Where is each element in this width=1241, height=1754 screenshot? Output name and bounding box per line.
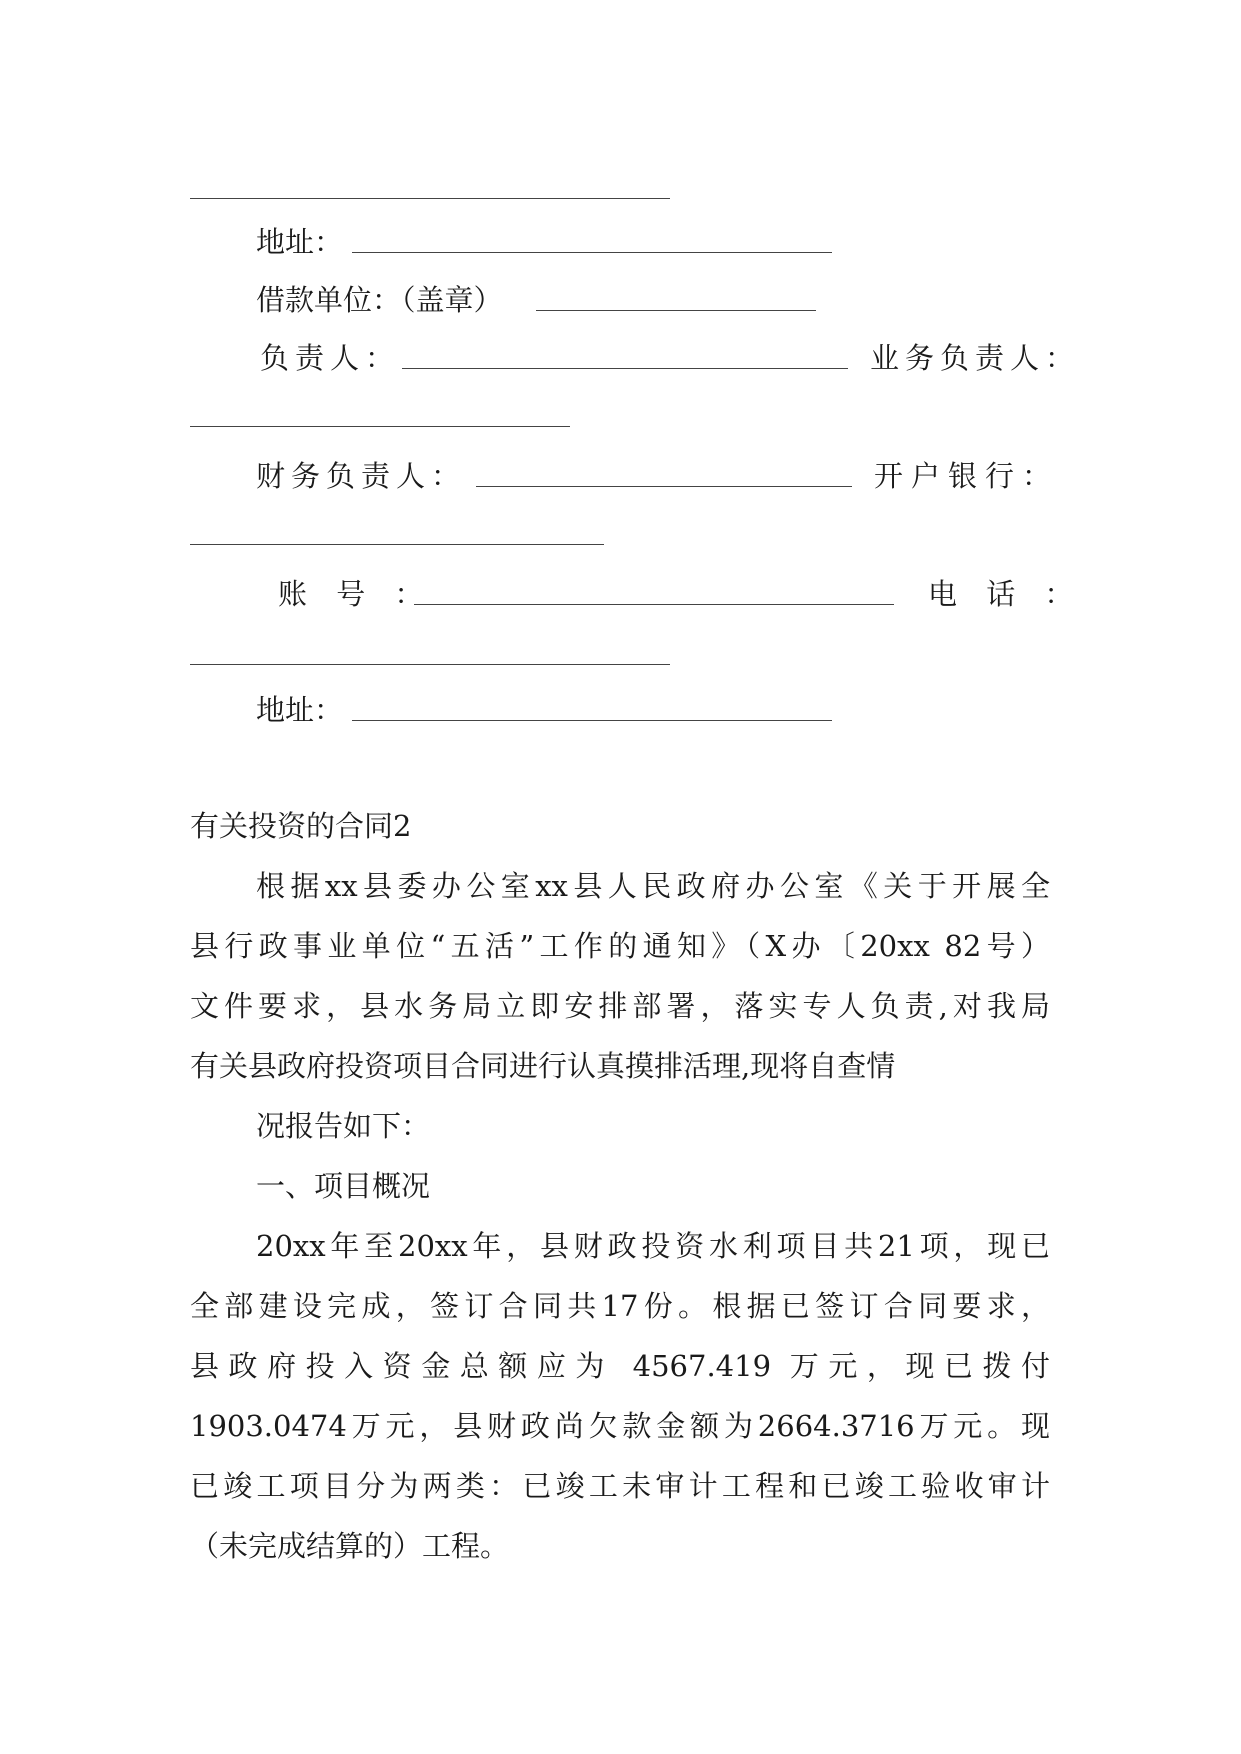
paragraph-line: 况报告如下： <box>256 1109 431 1143</box>
paragraph-line: 县政府投入资金总额应为 4567.419 万元，现已拨付 <box>190 1349 1050 1383</box>
responsible-blank <box>402 368 848 369</box>
address-label: 地址： <box>256 225 344 259</box>
borrower-blank <box>536 310 816 311</box>
paragraph-line: 全部建设完成，签订合同共17份。根据已签订合同要求， <box>190 1289 1050 1323</box>
borrower-label: 借款单位：（盖章） <box>256 283 503 317</box>
paragraph-2 <box>190 1096 1050 1156</box>
business-responsible-label: 业务负责人： <box>870 341 1081 375</box>
phone-label: 电 话 ： <box>928 577 1084 611</box>
subheading-text: 一、项目概况 <box>256 1169 431 1203</box>
paragraph-line: 已竣工项目分为两类：已竣工未审计工程和已竣工验收审计 <box>190 1469 1050 1503</box>
section-title: 有关投资的合同2 <box>190 809 412 843</box>
paragraph-line: 1903.0474万元，县财政尚欠款金额为2664.3716万元。现 <box>190 1409 1050 1443</box>
phone-blank <box>190 664 670 665</box>
address-blank-2 <box>352 720 832 721</box>
paragraph-line: （未完成结算的）工程。 <box>190 1529 510 1563</box>
responsible-label: 负责人： <box>260 341 401 375</box>
paragraph-line: 有关县政府投资项目合同进行认真摸排活理,现将自查情 <box>190 1049 896 1083</box>
finance-responsible-label: 财务负责人： <box>256 459 467 493</box>
paragraph-line: 县行政事业单位“五活”工作的通知》（X办〔20xx 82号） <box>190 929 1050 963</box>
account-blank <box>414 604 894 605</box>
paragraph-line: 根据xx县委办公室xx县人民政府办公室《关于开展全 <box>256 869 1050 903</box>
subheading-project-overview <box>190 1156 1050 1216</box>
bank-blank <box>190 544 604 545</box>
paragraph-line: 文件要求，县水务局立即安排部署，落实专人负责,对我局 <box>190 989 1050 1023</box>
blank-underline <box>190 198 670 199</box>
account-label: 账 号 ： <box>278 577 434 611</box>
paragraph-1 <box>190 856 1050 1096</box>
paragraph-line: 20xx年至20xx年，县财政投资水利项目共21项，现已 <box>256 1229 1050 1263</box>
paragraph-3 <box>190 1216 1050 1576</box>
address-blank <box>352 252 832 253</box>
finance-responsible-blank <box>476 486 852 487</box>
bank-label: 开户银行： <box>874 459 1060 493</box>
business-responsible-blank <box>190 426 570 427</box>
address-label-2: 地址： <box>256 693 344 727</box>
